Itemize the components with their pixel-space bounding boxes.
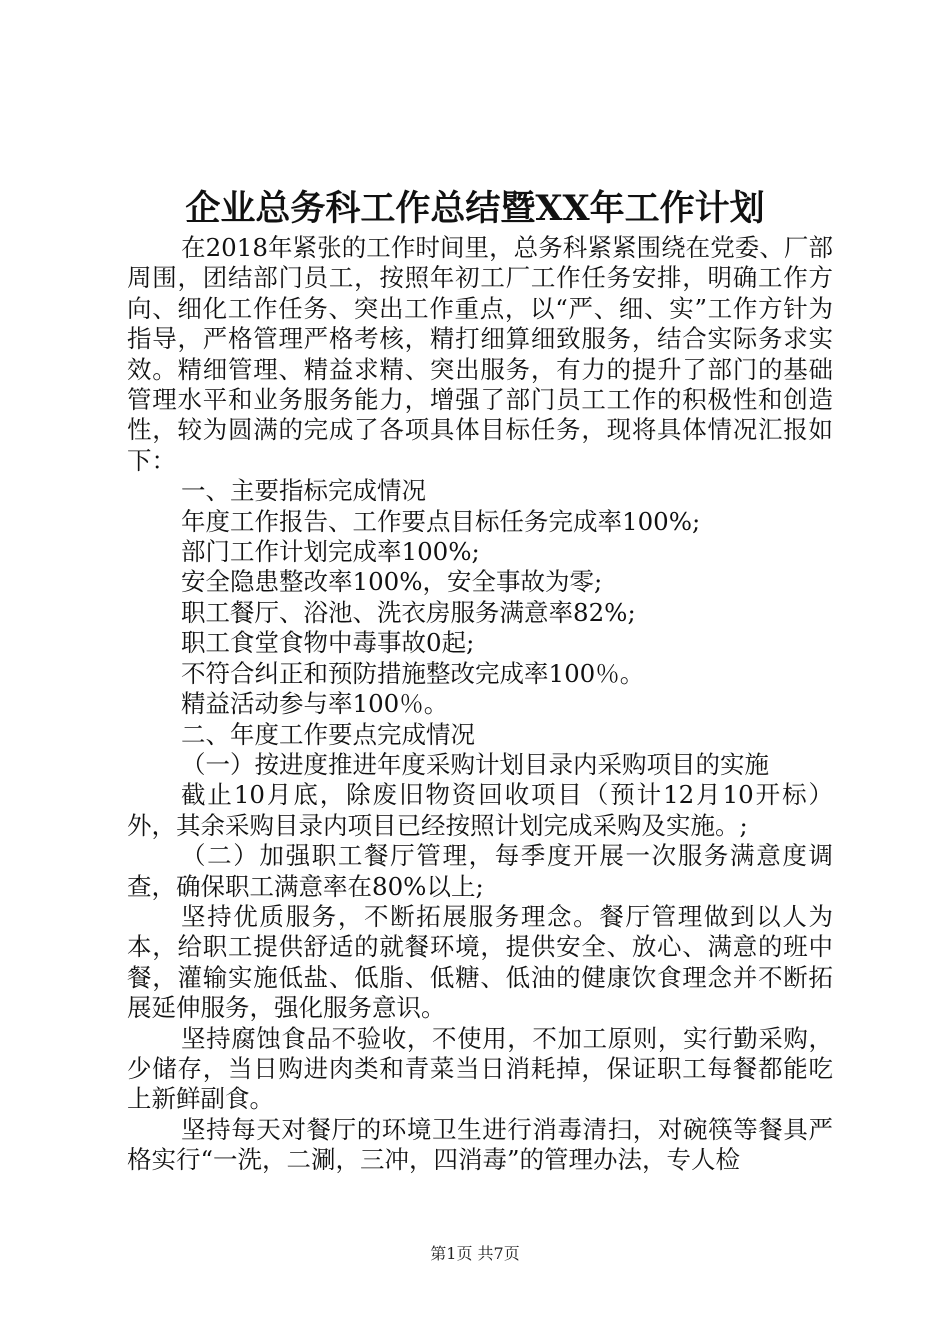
list-line: 年度工作报告、工作要点目标任务完成率100%; (181, 506, 701, 536)
list-line: 职工食堂食物中毒事故0起; (181, 628, 475, 658)
list-line: 不符合纠正和预防措施整改完成率100％。 (181, 658, 645, 688)
body-paragraph: 截止10月底，除废旧物资回收项目（预计12月10开标）外，其余采购目录内项目已经按照计划完成采购及实施。; (127, 780, 833, 840)
body-paragraph: 坚持优质服务，不断拓展服务理念。餐厅管理做到以人为本，给职工提供舒适的就餐环境，提供安全、放心、满意的班中餐，灌输实施低盐、低脂、低糖、低油的健康饮食理念并不断拓展延伸服务，强化服务意识。 (127, 901, 833, 1023)
list-line: 二、年度工作要点完成情况 (181, 719, 475, 749)
list-line: 职工餐厅、浴池、洗衣房服务满意率82%; (181, 597, 636, 627)
list-line: 安全隐患整改率100%，安全事故为零; (181, 567, 603, 597)
list-line: （一）按进度推进年度采购计划目录内采购项目的实施 (181, 749, 769, 779)
list-line: 一、主要指标完成情况 (181, 476, 426, 506)
body-paragraph: 坚持腐蚀食品不验收，不使用，不加工原则，实行勤采购，少储存，当日购进肉类和青菜当日消耗掉，保证职工每餐都能吃上新鲜副食。 (127, 1023, 833, 1114)
body-paragraph: （二）加强职工餐厅管理，每季度开展一次服务满意度调查，确保职工满意率在80%以上; (127, 841, 833, 901)
list-line: 部门工作计划完成率100%; (181, 537, 480, 567)
document-body (127, 233, 833, 1176)
body-paragraph: 坚持每天对餐厅的环境卫生进行消毒清扫，对碗筷等餐具严格实行“一洗，二涮，三冲，四消毒”的管理办法，专人检 (127, 1114, 833, 1175)
page-number-footer: 第1页 共7页 (430, 1244, 520, 1263)
body-paragraph: 在2018年紧张的工作时间里，总务科紧紧围绕在党委、厂部周围，团结部门员工，按照年初工厂工作任务安排，明确工作方向、细化工作任务、突出工作重点，以“严、细、实”工作方针为指导，严格管理严格考核，精打细算细致服务，结合实际务求实效。精细管理、精益求精、突出服务，有力的提升了部门的基础管理水平和业务服务能力，增强了部门员工工作的积极性和创造性，较为圆满的完成了各项具体目标任务，现将具体情况汇报如下： (127, 233, 833, 475)
list-line: 精益活动参与率100％。 (181, 689, 449, 719)
document-title: 企业总务科工作总结暨XX年工作计划 (185, 188, 765, 229)
